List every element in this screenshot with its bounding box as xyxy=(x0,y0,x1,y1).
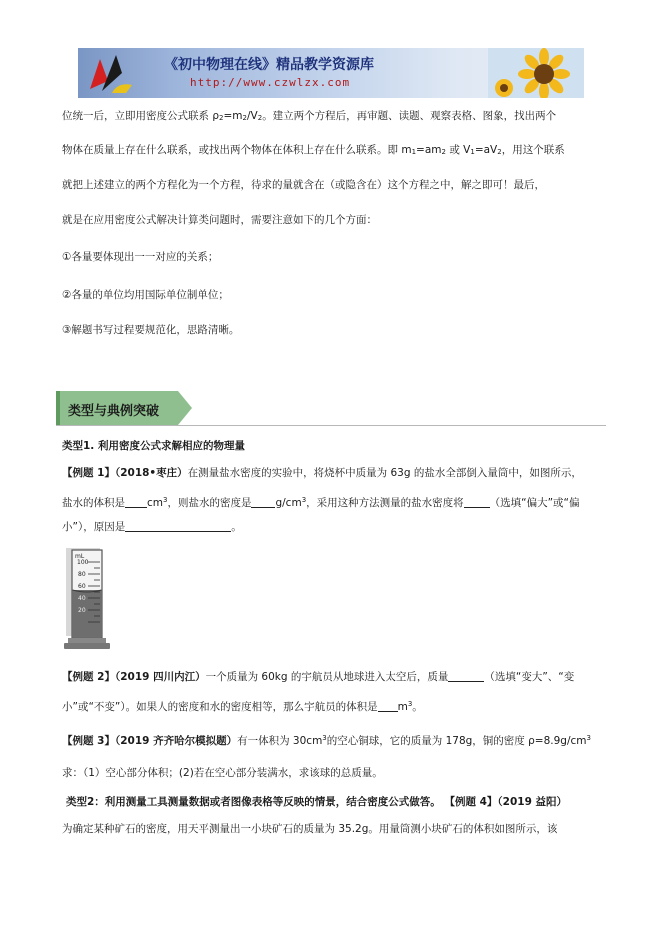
section-arrow-shape xyxy=(178,391,192,425)
answer-blank-volume[interactable] xyxy=(125,496,147,508)
header-banner xyxy=(78,48,584,98)
example-2-line-2: 小”或“不变”）。如果人的密度和水的密度相等，那么宇航员的体积是 $m^3$。 xyxy=(62,700,423,713)
section-title: 类型与典例突破 xyxy=(68,404,160,419)
example-3-line-1: 【例题 3】（2019 齐齐哈尔模拟题）有一体积为 $30cm^3$的空心铜球，它的质量为 178g，铜的密度 $\rho=8.9g/cm^3$ xyxy=(62,734,591,747)
example-4-label: 【例题 4】（2019 益阳） xyxy=(444,796,568,808)
section-divider xyxy=(56,425,606,426)
note-item-1: ①各量要体现出一一对应的关系； xyxy=(62,251,219,263)
example-4-line-1: 为确定某种矿石的密度，用天平测量出一小块矿石的质量为 35.2g。用量筒测小块矿石的体积如图所示，该 xyxy=(62,823,558,835)
sunflower-image xyxy=(488,48,584,98)
tick-label: 100 xyxy=(77,559,89,566)
example-3-label: 【例题 3】（2019 齐齐哈尔模拟题） xyxy=(62,735,238,747)
graduated-cylinder-figure xyxy=(60,546,122,654)
answer-blank-astronaut-volume[interactable] xyxy=(378,700,398,712)
tick-label: 40 xyxy=(78,595,86,602)
intro-line-4: 就是在应用密度公式解决计算类问题时，需要注意如下的几个方面： xyxy=(62,214,377,226)
answer-blank-bias[interactable] xyxy=(464,496,490,508)
example-2-label: 【例题 2】（2019 四川内江） xyxy=(62,671,206,683)
example-3-line-2: 求：（1）空心部分体积；(2)若在空心部分装满水，求该球的总质量。 xyxy=(62,767,383,779)
tick-label: 20 xyxy=(78,607,86,614)
banner-title: 《初中物理在线》精品教学资源库 xyxy=(164,57,374,73)
section-heading xyxy=(56,391,178,425)
example-1-label: 【例题 1】（2018•枣庄） xyxy=(62,467,188,479)
answer-blank-mass-change[interactable] xyxy=(448,670,484,682)
answer-blank-density[interactable] xyxy=(251,496,275,508)
tick-label: 60 xyxy=(78,583,86,590)
note-item-3: ③解题书写过程要规范化，思路清晰。 xyxy=(62,324,240,336)
tick-label: 80 xyxy=(78,571,86,578)
liquid-column xyxy=(73,590,102,637)
cylinder-unit: mL xyxy=(75,553,85,560)
example-1-line-2: 盐水的体积是 $cm^3$，则盐水的密度是 $g/cm^3$，采用这种方法测量的盐水密度将 （选填“偏大”或“偏 xyxy=(62,496,580,509)
note-item-2: ②各量的单位均用国际单位制单位； xyxy=(62,289,229,301)
type2-heading: 类型2：利用测量工具测量数据或者图像表格等反映的情景，结合密度公式做答。 【例题 4】（2019 益阳） xyxy=(66,796,568,808)
example-2-line-1: 【例题 2】（2019 四川内江）一个质量为 60kg 的宇航员从地球进入太空后，质量 （选填“变大”、“变 xyxy=(62,671,575,683)
banner-url[interactable]: http://www.czwlzx.com xyxy=(190,76,351,89)
intro-line-1: 位统一后，立即用密度公式联系 $\rho_2=m_2/V_2$。建立两个方程后，再审题、读题、观察表格、图象，找出两个 xyxy=(62,110,557,122)
example-1-line-3: 小”），原因是 。 xyxy=(62,521,242,533)
example-1-line-1: 【例题 1】（2018•枣庄）在测量盐水密度的实验中，将烧杯中质量为 63g 的盐水全部倒入量筒中，如图所示， xyxy=(62,467,582,479)
answer-blank-reason[interactable] xyxy=(125,520,231,532)
intro-line-3: 就把上述建立的两个方程化为一个方程，待求的量就含在（或隐含在）这个方程之中，解之即可！最后， xyxy=(62,179,545,191)
type1-heading: 类型1. 利用密度公式求解相应的物理量 xyxy=(62,440,245,452)
logo-icon xyxy=(86,51,134,95)
intro-line-2: 物体在质量上存在什么联系，或找出两个物体在体积上存在什么联系。即 $m_1=am_2$ 或 $V_1=aV_2$，用这个联系 xyxy=(62,144,565,156)
